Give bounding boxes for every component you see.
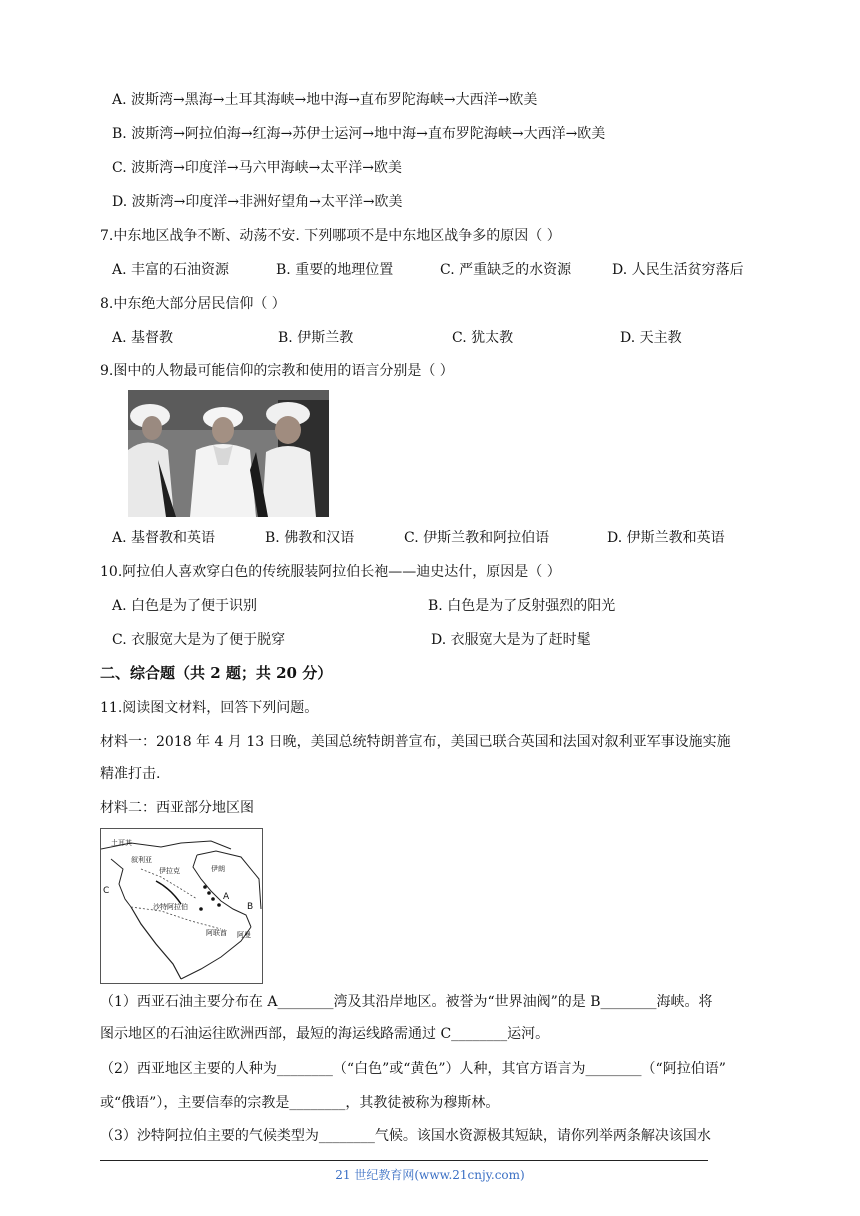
q9-option-c: C. 伊斯兰教和阿拉伯语 <box>404 530 550 546</box>
q10-option-d: D. 衣服宽大是为了赶时髦 <box>431 632 591 648</box>
west-asia-map <box>100 828 263 984</box>
arab-men-photo <box>128 390 329 517</box>
q7-option-b: B. 重要的地理位置 <box>276 262 394 278</box>
q6-option-c: C. 波斯湾→印度洋→马六甲海峡→太平洋→欧美 <box>112 160 403 176</box>
map-label-iran: 伊朗 <box>211 865 225 873</box>
q7-option-d: D. 人民生活贫穷落后 <box>612 262 744 278</box>
map-label-b: B <box>247 902 254 912</box>
q10-option-a: A. 白色是为了便于识别 <box>112 598 258 614</box>
q8-option-a: A. 基督教 <box>112 330 174 346</box>
material1-line1: 材料一：2018 年 4 月 13 日晚，美国总统特朗普宣布，美国已联合英国和法国对叙利亚军事设施实施 <box>100 734 731 750</box>
map-label-c: C <box>103 886 110 896</box>
q10-option-c: C. 衣服宽大是为了便于脱穿 <box>112 632 286 648</box>
q10-option-b: B. 白色是为了反射强烈的阳光 <box>428 598 616 614</box>
q7-stem: 7.中东地区战争不断、动荡不安. 下列哪项不是中东地区战争多的原因（ ） <box>100 228 561 244</box>
q11-part1-line2: 图示地区的石油运往欧洲西部，最短的海运线路需通过 C________运河。 <box>100 1026 550 1042</box>
q10-stem: 10.阿拉伯人喜欢穿白色的传统服装阿拉伯长袍——迪史达什，原因是（ ） <box>100 564 561 580</box>
q8-option-c: C. 犹太教 <box>452 330 514 346</box>
q9-option-d: D. 伊斯兰教和英语 <box>607 530 725 546</box>
material1-line2: 精准打击. <box>100 766 161 782</box>
footer-divider <box>100 1160 708 1161</box>
q9-option-a: A. 基督教和英语 <box>112 530 216 546</box>
q11-part2-line1: （2）西亚地区主要的人种为________（“白色”或“黄色”）人种，其官方语言为________（“阿拉伯语” <box>100 1061 726 1077</box>
q7-option-a: A. 丰富的石油资源 <box>112 262 230 278</box>
map-label-syria: 叙利亚 <box>131 856 152 864</box>
q6-option-d: D. 波斯湾→印度洋→非洲好望角→太平洋→欧美 <box>112 194 403 210</box>
material2-caption: 材料二：西亚部分地区图 <box>100 800 254 816</box>
q8-option-d: D. 天主教 <box>620 330 682 346</box>
q8-option-b: B. 伊斯兰教 <box>278 330 354 346</box>
map-label-oman: 阿曼 <box>237 931 251 939</box>
q6-option-b: B. 波斯湾→阿拉伯海→红海→苏伊士运河→地中海→直布罗陀海峡→大西洋→欧美 <box>112 126 606 142</box>
q7-option-c: C. 严重缺乏的水资源 <box>440 262 572 278</box>
q11-part1-line1: （1）西亚石油主要分布在 A________湾及其沿岸地区。被誉为“世界油阀”的是 B________海峡。将 <box>100 994 713 1010</box>
q8-stem: 8.中东绝大部分居民信仰（ ） <box>100 296 286 312</box>
map-label-uae: 阿联酋 <box>206 929 227 937</box>
map-label-saudi: 沙特阿拉伯 <box>153 903 188 911</box>
section-heading: 二、综合题（共 2 题；共 20 分） <box>100 664 333 682</box>
map-label-a: A <box>223 892 230 902</box>
q11-part3-line1: （3）沙特阿拉伯主要的气候类型为________气候。该国水资源极其短缺，请你列举两条解决该国水 <box>100 1128 711 1144</box>
q11-part2-line2: 或“俄语”），主要信奉的宗教是________，其教徒被称为穆斯林。 <box>100 1095 500 1111</box>
q11-stem: 11.阅读图文材料，回答下列问题。 <box>100 700 319 716</box>
q6-option-a: A. 波斯湾→黑海→土耳其海峡→地中海→直布罗陀海峡→大西洋→欧美 <box>112 92 538 108</box>
q9-stem: 9.图中的人物最可能信仰的宗教和使用的语言分别是（ ） <box>100 363 454 379</box>
footer-site[interactable]: 21 世纪教育网(www.21cnjy.com) <box>335 1168 525 1182</box>
map-label-iraq: 伊拉克 <box>159 867 180 875</box>
map-label-turkey: 土耳其 <box>111 839 132 847</box>
q9-option-b: B. 佛教和汉语 <box>265 530 355 546</box>
